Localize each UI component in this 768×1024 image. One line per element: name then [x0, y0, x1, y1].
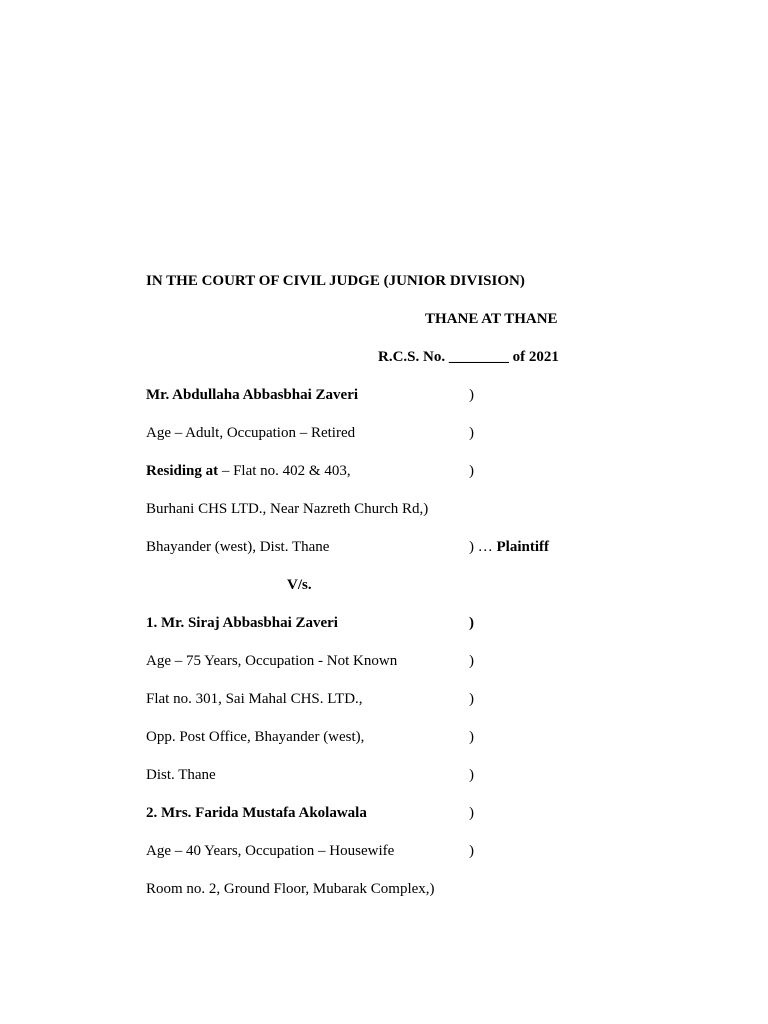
versus: V/s.: [287, 577, 312, 593]
defendant-1-address-1-paren: ): [469, 691, 474, 707]
defendant-1-address-2-paren: ): [469, 729, 474, 745]
defendant-2-address-line-1: Room no. 2, Ground Floor, Mubarak Complex,): [146, 881, 435, 897]
defendant-1-address-3-paren: ): [469, 767, 474, 783]
defendant-1-address-line-3: Dist. Thane: [146, 767, 216, 783]
court-heading: IN THE COURT OF CIVIL JUDGE (JUNIOR DIVISION): [146, 273, 525, 289]
defendant-2-age-occupation: Age – 40 Years, Occupation – Housewife: [146, 843, 395, 859]
defendant-2-name-paren: ): [469, 805, 474, 821]
plaintiff-name-paren: ): [469, 387, 474, 403]
plaintiff-address-line-2: Burhani CHS LTD., Near Nazreth Church Rd,): [146, 501, 429, 517]
residing-label: Residing at: [146, 463, 219, 479]
suit-number: R.C.S. No. ________ of 2021: [378, 349, 559, 365]
role-marker: ) …: [469, 539, 493, 555]
residing-address: – Flat no. 402 & 403,: [218, 463, 351, 479]
plaintiff-role-label: Plaintiff: [496, 539, 549, 555]
court-location: THANE AT THANE: [425, 311, 558, 327]
defendant-2-name: 2. Mrs. Farida Mustafa Akolawala: [146, 805, 367, 821]
plaintiff-role: [469, 538, 549, 556]
plaintiff-residing-paren: ): [469, 463, 474, 479]
defendant-1-age-occupation: Age – 75 Years, Occupation - Not Known: [146, 653, 398, 669]
plaintiff-age-occupation: Age – Adult, Occupation – Retired: [146, 425, 356, 441]
defendant-1-address-line-1: Flat no. 301, Sai Mahal CHS. LTD.,: [146, 691, 363, 707]
plaintiff-residing: [146, 462, 351, 480]
defendant-1-age-paren: ): [469, 653, 474, 669]
defendant-1-address-line-2: Opp. Post Office, Bhayander (west),: [146, 729, 365, 745]
defendant-1-name-paren: ): [469, 615, 474, 631]
plaintiff-name: Mr. Abdullaha Abbasbhai Zaveri: [146, 387, 359, 403]
plaintiff-address-line-3: Bhayander (west), Dist. Thane: [146, 539, 330, 555]
defendant-2-age-paren: ): [469, 843, 474, 859]
plaintiff-age-paren: ): [469, 425, 474, 441]
defendant-1-name: 1. Mr. Siraj Abbasbhai Zaveri: [146, 615, 338, 631]
